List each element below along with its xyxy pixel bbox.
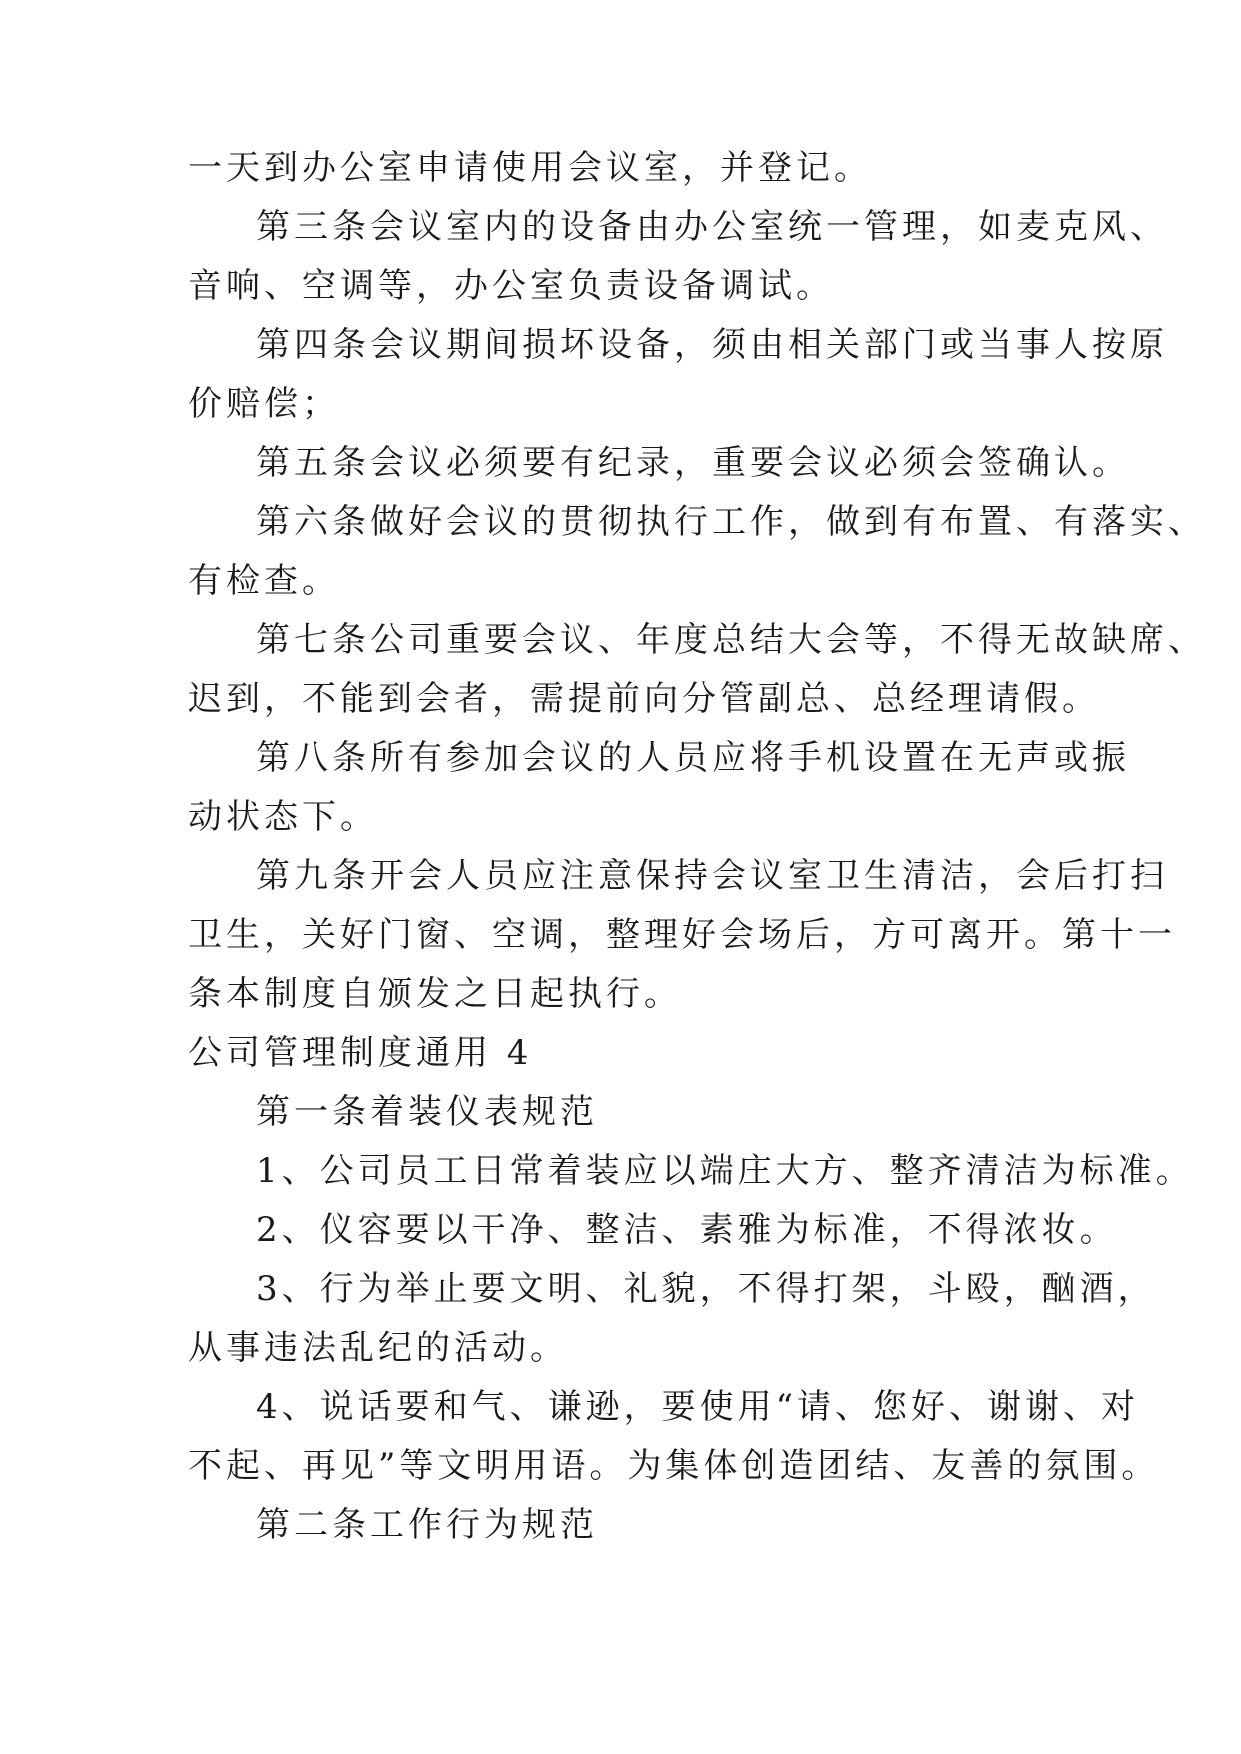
text-line: 第八条所有参加会议的人员应将手机设置在无声或振 bbox=[256, 738, 1130, 778]
text-line: 音响、空调等，办公室负责设备调试。 bbox=[188, 266, 834, 306]
text-line: 第九条开会人员应注意保持会议室卫生清洁，会后打扫 bbox=[256, 856, 1168, 896]
text-line: 第一条着装仪表规范 bbox=[256, 1092, 598, 1132]
text-line: 1、公司员工日常着装应以端庄大方、整齐清洁为标准。 bbox=[256, 1151, 1194, 1191]
text-line: 从事违法乱纪的活动。 bbox=[188, 1328, 568, 1368]
text-line: 不起、再见”等文明用语。为集体创造团结、友善的氛围。 bbox=[188, 1446, 1160, 1486]
text-line: 4、说话要和气、谦逊，要使用“请、您好、谢谢、对 bbox=[256, 1387, 1140, 1427]
text-line: 卫生，关好门窗、空调，整理好会场后，方可离开。第十一 bbox=[188, 915, 1176, 955]
text-line: 第三条会议室内的设备由办公室统一管理，如麦克风、 bbox=[256, 207, 1168, 247]
text-line: 第二条工作行为规范 bbox=[256, 1505, 598, 1545]
text-line: 第四条会议期间损坏设备，须由相关部门或当事人按原 bbox=[256, 325, 1168, 365]
text-line: 价赔偿； bbox=[188, 384, 340, 424]
section-heading: 公司管理制度通用 4 bbox=[188, 1033, 533, 1073]
text-line: 第七条公司重要会议、年度总结大会等，不得无故缺席、 bbox=[256, 620, 1206, 660]
text-line: 2、仪容要以干净、整洁、素雅为标准，不得浓妆。 bbox=[256, 1210, 1118, 1250]
text-line: 第五条会议必须要有纪录，重要会议必须会签确认。 bbox=[256, 443, 1130, 483]
text-line: 第六条做好会议的贯彻执行工作，做到有布置、有落实、 bbox=[256, 502, 1206, 542]
text-line: 有检查。 bbox=[188, 561, 340, 601]
text-line: 动状态下。 bbox=[188, 797, 378, 837]
text-line: 条本制度自颁发之日起执行。 bbox=[188, 974, 682, 1014]
text-line: 迟到，不能到会者，需提前向分管副总、总经理请假。 bbox=[188, 679, 1100, 719]
text-line: 3、行为举止要文明、礼貌，不得打架，斗殴，酗酒， bbox=[256, 1269, 1156, 1309]
text-line: 一天到办公室申请使用会议室，并登记。 bbox=[188, 148, 872, 188]
